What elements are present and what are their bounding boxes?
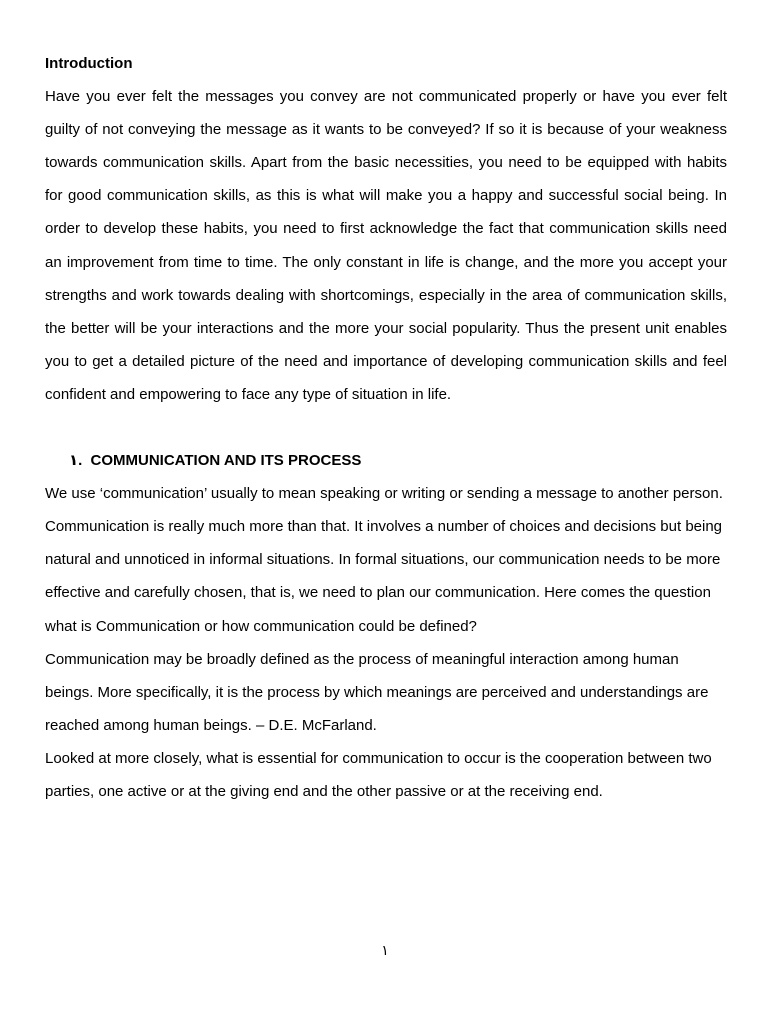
section-number: ١.: [69, 452, 83, 470]
intro-heading: Introduction: [45, 55, 133, 72]
section-spacer: [45, 411, 727, 444]
intro-paragraph: Have you ever felt the messages you convey are not communicated properly or have you ever felt guilty of not conveying the message as it wants to be conveyed? If so it is because of your weakness towards communication skills. Apart from the basic necessities, you need to be equipped with habits for good communication skills, as this is what will make you a happy and successful social being. In order to develop these habits, you need to first acknowledge the fact that communication skills need an improvement from time to time. The only constant in life is change, and the more you accept your strengths and work towards dealing with shortcomings, especially in the area of communication skills, the better will be your interactions and the more your social popularity. Thus the present unit enables you to get a detailed picture of the need and importance of developing communication skills and feel confident and empowering to face any type of situation in life.: [45, 88, 727, 403]
page-number: ١: [381, 942, 389, 958]
section-paragraph-3: Looked at more closely, what is essential for communication to occur is the cooperation between two parties, one active or at the giving end and the other passive or at the receiving end.: [45, 749, 712, 800]
document-body: [45, 47, 727, 808]
section-paragraph-2: Communication may be broadly defined as the process of meaningful interaction among human beings. More specifically, it is the process by which meanings are perceived and understandings are reached among human beings. – D.E. McFarland.: [45, 650, 709, 734]
section-heading: [45, 444, 727, 477]
section-paragraph-1: We use ‘communication’ usually to mean speaking or writing or sending a message to another person. Communication is really much more than that. It involves a number of choices and decisions but being natural and unnoticed in informal situations. In formal situations, our communication needs to be more effective and carefully chosen, that is, we need to plan our communication. Here comes the question what is Communication or how communication could be defined?: [45, 485, 723, 635]
section-title: COMMUNICATION AND ITS PROCESS: [90, 452, 362, 470]
